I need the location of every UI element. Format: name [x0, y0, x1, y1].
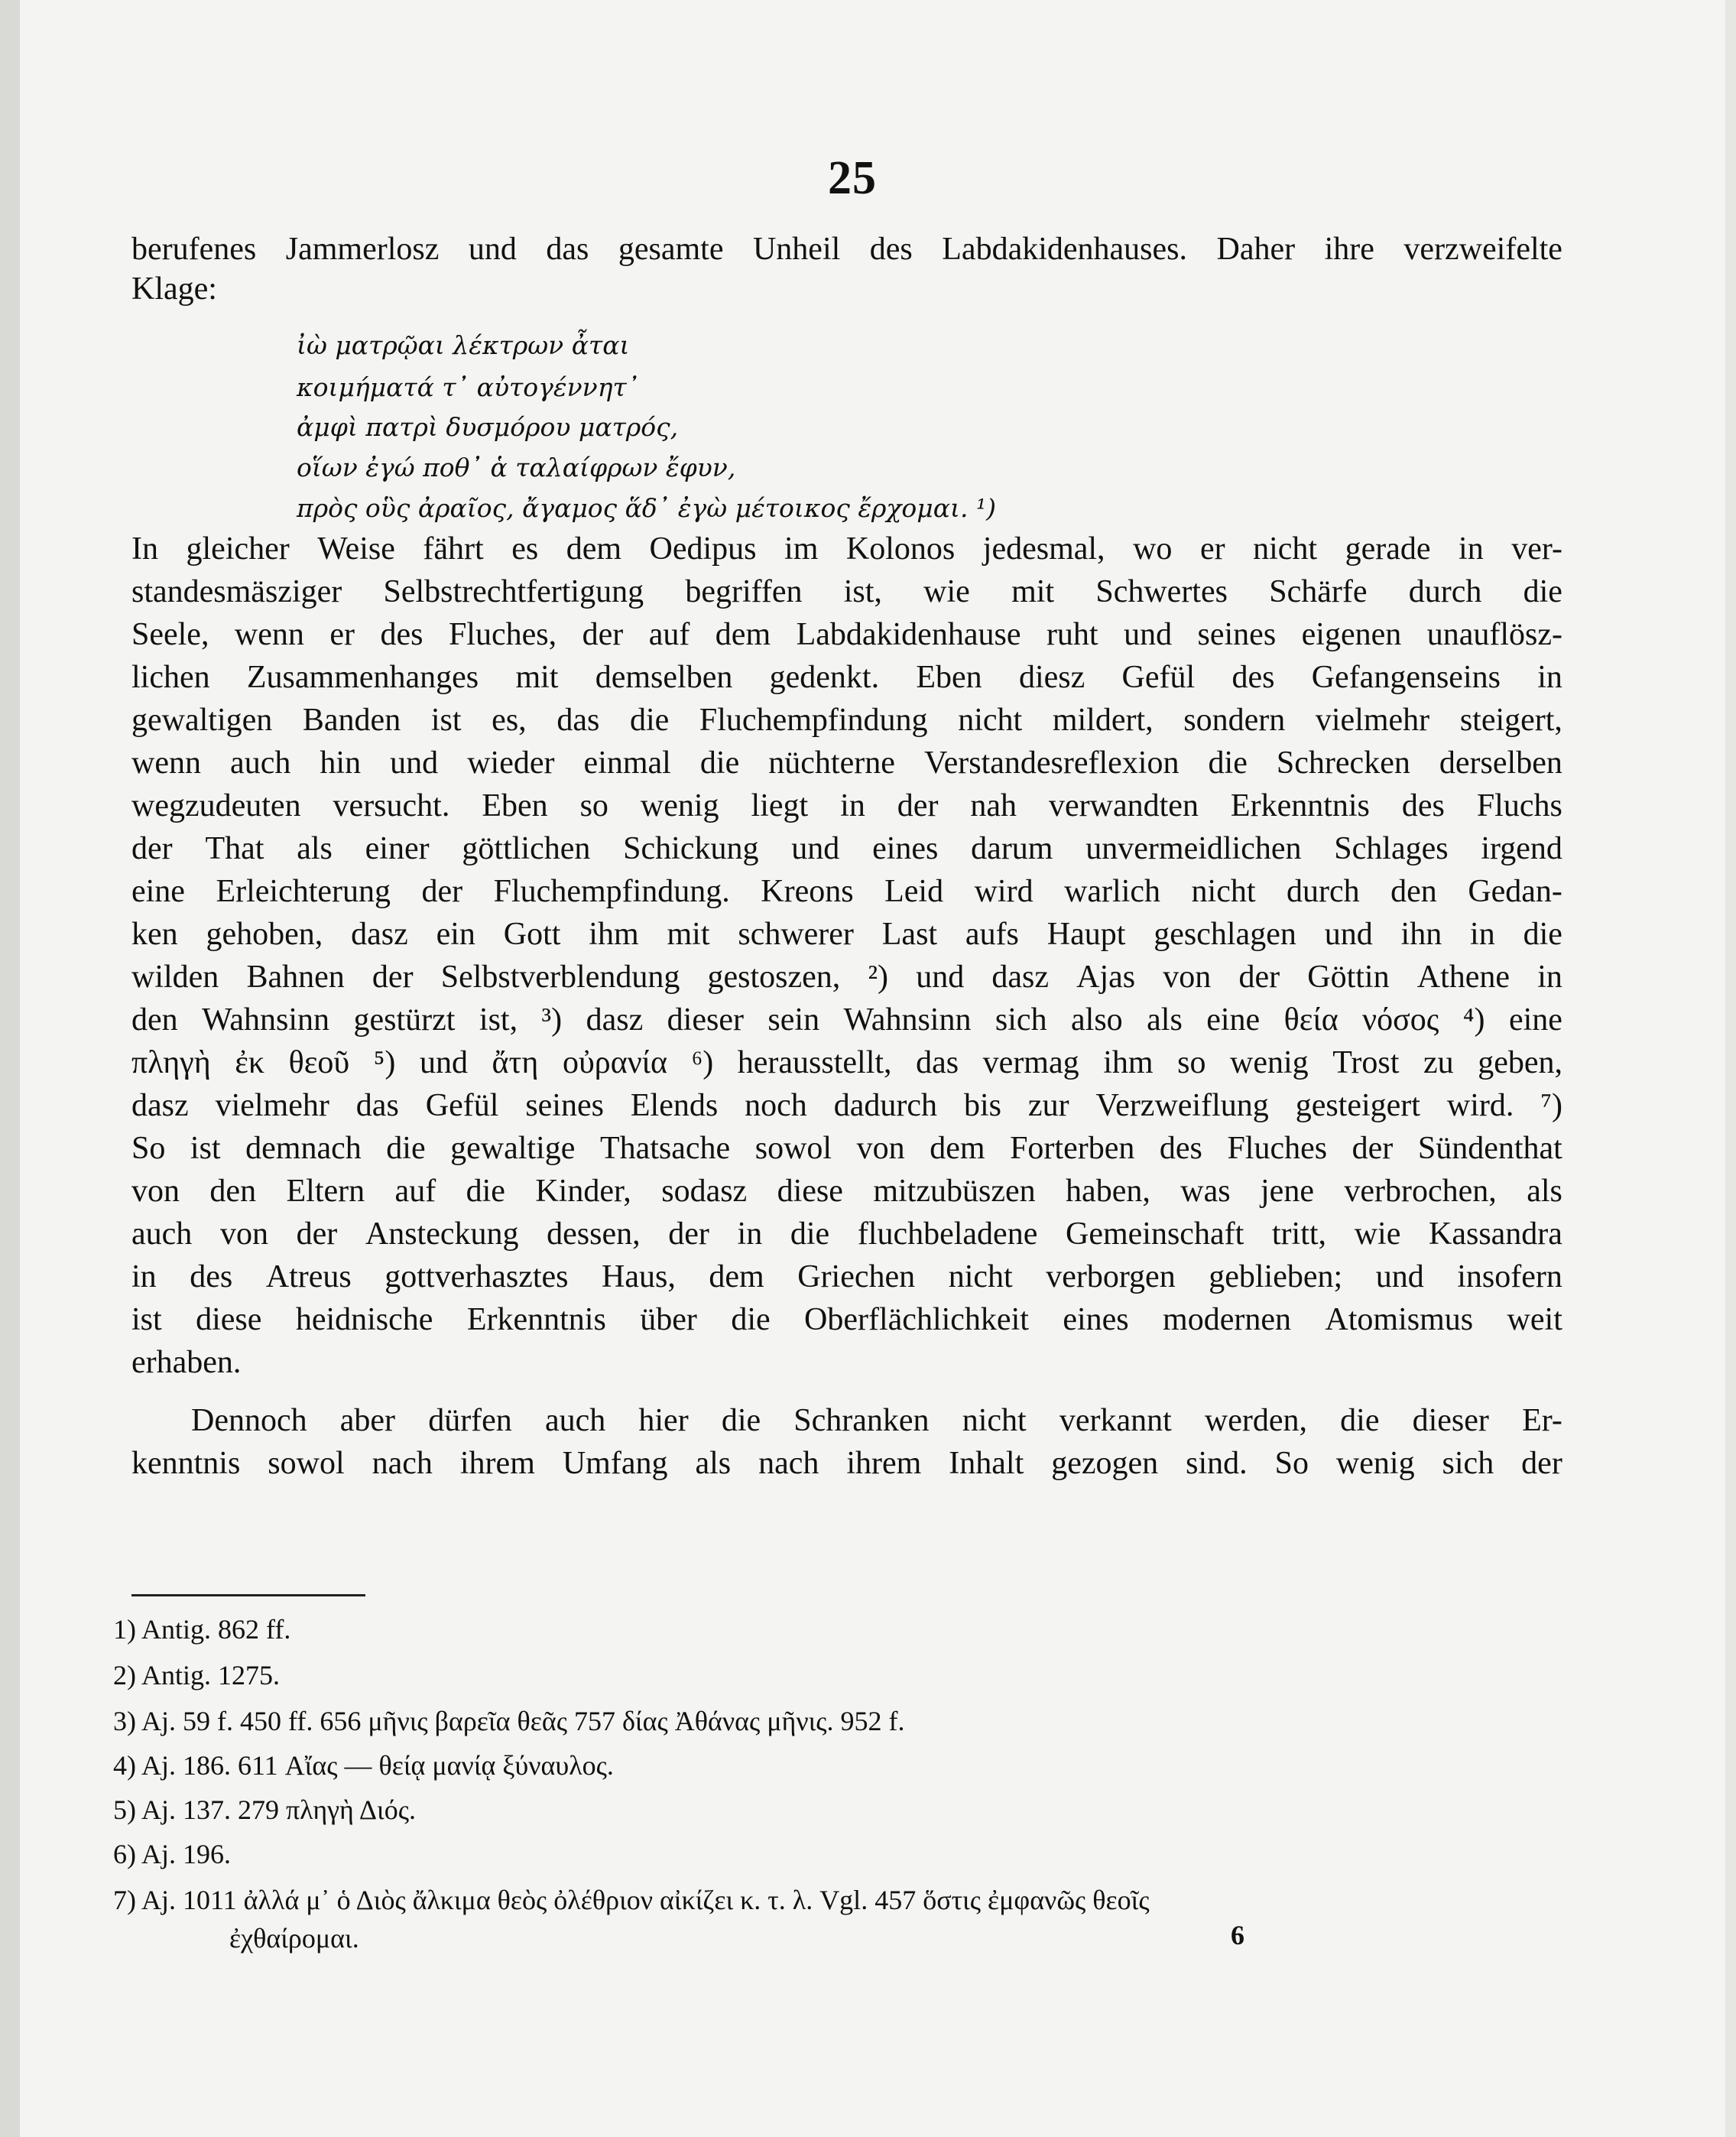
body-line: auch von der Ansteckung dessen, der in die fluchbeladene Gemeinschaft tritt, wie Kassandra	[131, 1216, 1562, 1252]
footnote: 3) Aj. 59 f. 450 ff. 656 μῆνις βαρεῖα θεᾶς 757 δίας Ἀθάνας μῆνις. 952 f.	[113, 1706, 905, 1736]
footnote: 4) Aj. 186. 611 Αἴας — θείᾳ μανίᾳ ξύναυλος.	[113, 1750, 614, 1781]
body-line: gewaltigen Banden ist es, das die Fluchempfindung nicht mildert, sondern vielmehr steigert,	[131, 703, 1562, 738]
body-line: eine Erleichterung der Fluchempfindung. Kreons Leid wird warlich nicht durch den Gedan-	[131, 874, 1562, 909]
footnote: 7) Aj. 1011 ἀλλά μ᾽ ὁ Διὸς ἄλκιμα θεὸς ὀλέθριον αἰκίζει κ. τ. λ. Vgl. 457 ὅστις ἐμφανῶς θεοῖς	[113, 1885, 1150, 1915]
body-line: Seele, wenn er des Fluches, der auf dem Labdakidenhause ruht und seines eigenen unauflösz-	[131, 617, 1562, 652]
footnote: 5) Aj. 137. 279 πληγὴ Διός.	[113, 1794, 416, 1825]
body-line: berufenes Jammerlosz und das gesamte Unheil des Labdakidenhauses. Daher ihre verzweifelte	[131, 232, 1562, 267]
body-line: ist diese heidnische Erkenntnis über die Oberflächlichkeit eines modernen Atomismus weit	[131, 1302, 1562, 1337]
verse-line: ἀμφὶ πατρὶ δυσμόρου ματρός,	[297, 412, 679, 442]
body-line: der That als einer göttlichen Schickung und eines darum unvermeidlichen Schlages irgend	[131, 831, 1562, 866]
body-line: So ist demnach die gewaltige Thatsache sowol von dem Forterben des Fluches der Sündenthat	[131, 1131, 1562, 1166]
verse-line: κοιμήματά τ᾽ αὐτογέννητ᾽	[297, 372, 640, 402]
verse-line: πρὸς οὓς ἀραῖος, ἄγαμος ἅδ᾽ ἐγὼ μέτοικος ἔρχομαι. ¹)	[297, 493, 997, 523]
footnote: 2) Antig. 1275.	[113, 1660, 281, 1690]
body-line: den Wahnsinn gestürzt ist, ³) dasz dieser sein Wahnsinn sich also als eine θεία νόσος ⁴) eine	[131, 1002, 1562, 1038]
body-line: dasz vielmehr das Gefül seines Elends noch dadurch bis zur Verzweiflung gesteigert wird. ⁷)	[131, 1088, 1562, 1123]
body-line: standesmäsziger Selbstrechtfertigung begriffen ist, wie mit Schwertes Schärfe durch die	[131, 574, 1562, 609]
body-line: Dennoch aber dürfen auch hier die Schranken nicht verkannt werden, die dieser Er-	[191, 1403, 1562, 1438]
sheet-signature: 6	[1231, 1920, 1244, 1950]
scan-edge-right	[1725, 0, 1736, 2137]
footnote: 6) Aj. 196.	[113, 1839, 232, 1869]
verse-line: ἰὼ ματρῷαι λέκτρων ἆται	[297, 330, 630, 360]
body-line: wegzudeuten versucht. Eben so wenig liegt in der nah verwandten Erkenntnis des Fluchs	[131, 788, 1562, 823]
scan-edge-left	[0, 0, 20, 2137]
footnote: ἐχθαίρομαι.	[229, 1923, 359, 1954]
page-number: 25	[828, 152, 877, 204]
footnote-rule	[131, 1594, 365, 1596]
body-line: ken gehoben, dasz ein Gott ihm mit schwerer Last aufs Haupt geschlagen und ihn in die	[131, 917, 1562, 952]
body-line: kenntnis sowol nach ihrem Umfang als nach ihrem Inhalt gezogen sind. So wenig sich der	[131, 1446, 1562, 1481]
body-line: von den Eltern auf die Kinder, sodasz diese mitzubüszen haben, was jene verbrochen, als	[131, 1174, 1562, 1209]
body-line: erhaben.	[131, 1345, 242, 1380]
body-line: πληγὴ ἐκ θεοῦ ⁵) und ἄτη οὐρανία ⁶) herausstellt, das vermag ihm so wenig Trost zu geben,	[131, 1045, 1562, 1080]
body-line: Klage:	[131, 271, 217, 307]
body-line: in des Atreus gottverhasztes Haus, dem Griechen nicht verborgen geblieben; und insofern	[131, 1259, 1562, 1294]
body-line: lichen Zusammenhanges mit demselben gedenkt. Eben diesz Gefül des Gefangenseins in	[131, 660, 1562, 695]
body-line: wilden Bahnen der Selbstverblendung gestoszen, ²) und dasz Ajas von der Göttin Athene in	[131, 960, 1562, 995]
verse-line: οἵων ἐγώ ποθ᾽ ἁ ταλαίφρων ἔφυν,	[297, 453, 736, 482]
footnote: 1) Antig. 862 ff.	[113, 1614, 291, 1645]
body-line: wenn auch hin und wieder einmal die nüchterne Verstandesreflexion die Schrecken derselben	[131, 745, 1562, 781]
body-line: In gleicher Weise fährt es dem Oedipus im Kolonos jedesmal, wo er nicht gerade in ver-	[131, 531, 1562, 567]
